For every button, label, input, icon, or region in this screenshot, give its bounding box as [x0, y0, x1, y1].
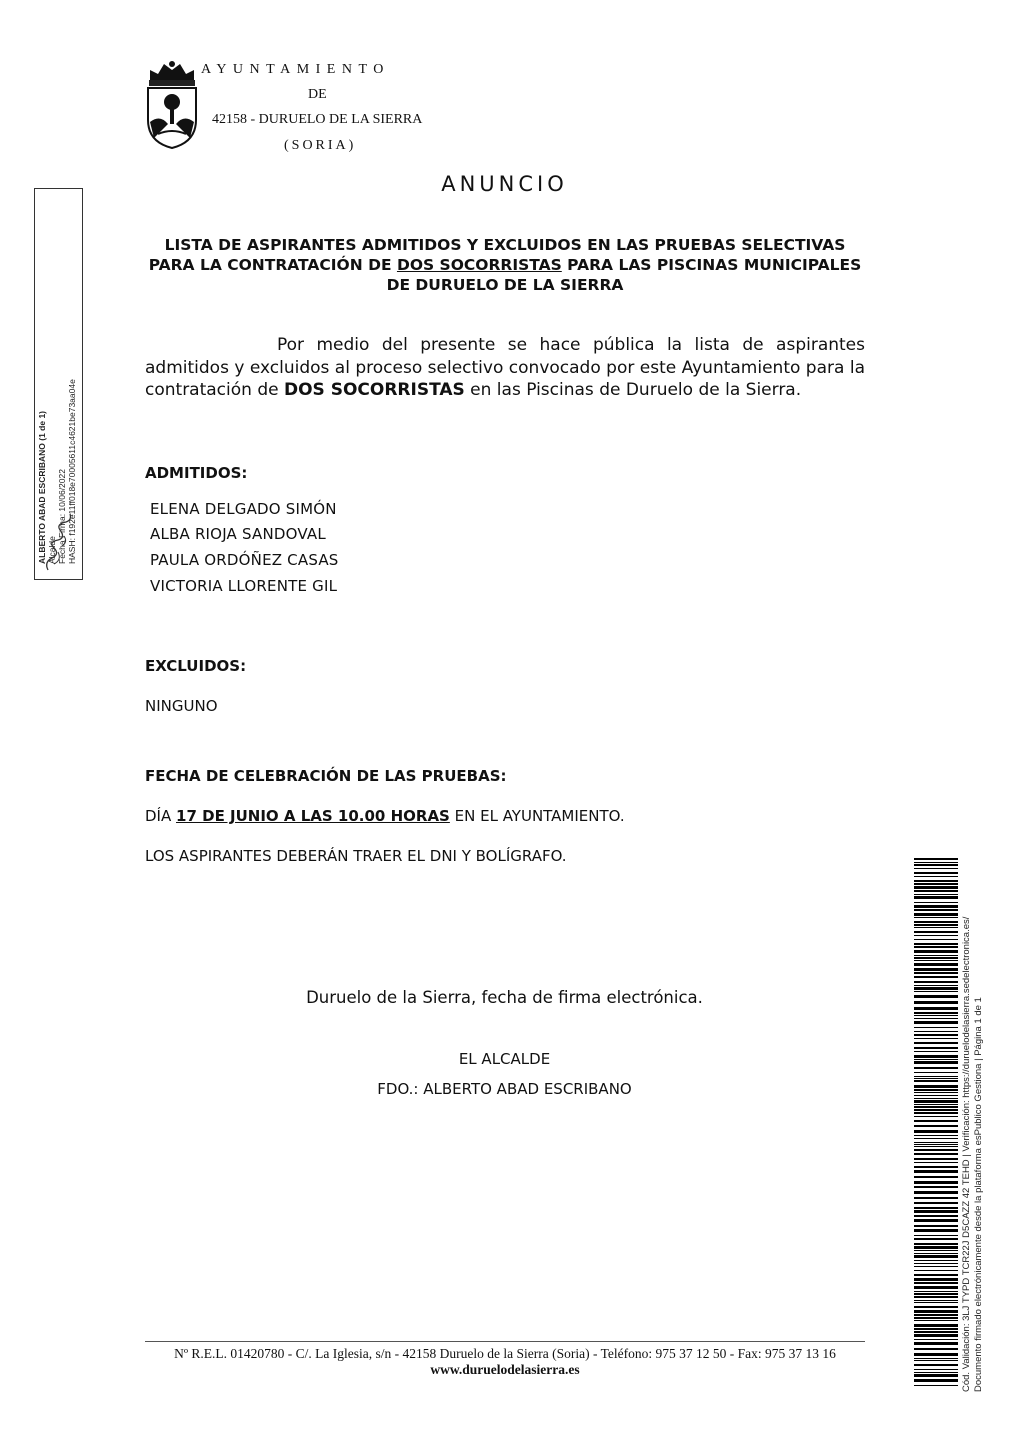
- fecha-highlight: 17 DE JUNIO A LAS 10.00 HORAS: [176, 807, 450, 825]
- body-paragraph: [145, 334, 865, 402]
- signer-role: EL ALCALDE: [458, 1050, 551, 1068]
- footer-divider: [145, 1341, 865, 1342]
- signer-name: FDO.: ALBERTO ABAD ESCRIBANO: [377, 1080, 632, 1098]
- footer-website: www.duruelodelasierra.es: [430, 1362, 580, 1377]
- excluidos-value: NINGUNO: [145, 697, 218, 715]
- fecha-note: LOS ASPIRANTES DEBERÁN TRAER EL DNI Y BOLÍGRAFO.: [145, 847, 567, 865]
- admitido-name: ALBA RIOJA SANDOVAL: [150, 525, 326, 543]
- admitido-name: PAULA ORDÓÑEZ CASAS: [150, 551, 339, 569]
- document-subject: [145, 235, 865, 295]
- body-part2: en las Piscinas de Duruelo de la Sierra.: [464, 380, 802, 400]
- subject-part2: PARA LAS PISCINAS MUNICIPALES DE DURUELO DE LA SIERRA: [386, 256, 862, 294]
- signature-stamp-text: [37, 204, 81, 564]
- place-date: Duruelo de la Sierra, fecha de firma electrónica.: [306, 988, 703, 1007]
- stamp-role: Alcalde: [47, 536, 57, 564]
- stamp-hash: HASH: f192e11ff018e70005611c4621be73aa04e: [67, 379, 77, 564]
- body-part1: Por medio del presente se hace pública la lista de aspirantes admitidos y excluidos al proceso selectivo convocado por este Ayuntamiento para la contratación de: [145, 335, 865, 400]
- admitidos-heading: ADMITIDOS:: [145, 464, 248, 482]
- verification-line1: Cód. Validación: 3LJ TYPD TCR22J D5CAZZ 42 TEHD | Verificación: https://duruelodelasierra.sedelectronica.es/: [961, 916, 972, 1392]
- document-title: ANUNCIO: [441, 172, 568, 196]
- body-bold: DOS SOCORRISTAS: [283, 380, 465, 400]
- header-address: 42158 - DURUELO DE LA SIERRA: [212, 112, 423, 127]
- municipal-crest-icon: [144, 58, 200, 150]
- verification-text: [961, 872, 989, 1392]
- footer-address: Nº R.E.L. 01420780 - C/. La Iglesia, s/n - 42158 Duruelo de la Sierra (Soria) - Teléfono: 975 37 12 50 - Fax: 975 37 13 16: [174, 1346, 836, 1361]
- excluidos-heading: EXCLUIDOS:: [145, 657, 247, 675]
- admitido-name: VICTORIA LLORENTE GIL: [150, 577, 338, 595]
- stamp-signer: ALBERTO ABAD ESCRIBANO (1 de 1): [37, 410, 47, 564]
- subject-part1: LISTA DE ASPIRANTES ADMITIDOS Y EXCLUIDOS EN LAS PRUEBAS SELECTIVAS PARA LA CONTRATACIÓN DE: [148, 236, 846, 274]
- verification-line2: Documento firmado electrónicamente desde la plataforma esPublico Gestiona | Página 1 de 1: [973, 997, 984, 1392]
- fecha-heading: FECHA DE CELEBRACIÓN DE LAS PRUEBAS:: [145, 767, 507, 785]
- header-de: DE: [308, 87, 327, 102]
- stamp-date: Fecha Firma: 10/06/2022: [57, 469, 67, 564]
- subject-underlined: DOS SOCORRISTAS: [396, 256, 562, 274]
- header-province: (SORIA): [284, 138, 357, 153]
- handwritten-signature-icon: [40, 512, 80, 572]
- barcode-icon: [914, 858, 958, 1388]
- admitido-name: ELENA DELGADO SIMÓN: [150, 500, 337, 518]
- fecha-line: [145, 807, 625, 825]
- header-ayuntamiento: AYUNTAMIENTO: [201, 62, 390, 77]
- fecha-prefix: DÍA: [145, 807, 177, 825]
- fecha-suffix: EN EL AYUNTAMIENTO.: [449, 807, 625, 825]
